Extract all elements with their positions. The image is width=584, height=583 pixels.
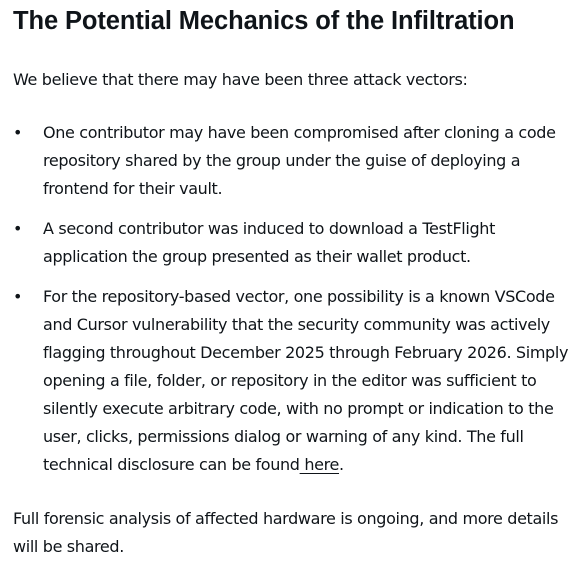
bullet-icon: •: [13, 123, 23, 142]
closing-paragraph: Full forensic analysis of affected hardware is ongoing, and more details will be shared.: [13, 509, 559, 556]
bullet-icon: •: [13, 287, 23, 306]
list-item-text: For the repository-based vector, one possibility is a known VSCode and Cursor vulnerability that the security community was actively flagging throughout December 2025 through February 2026. Simply opening a file, folder, or repository in the editor was sufficient to silently execute arbitrary code, with no prompt or indication to the user, clicks, permissions dialog or warning of any kind. The full technical disclosure can be found: [43, 287, 569, 474]
section-heading: The Potential Mechanics of the Infiltration: [13, 7, 515, 35]
list-item-trailing-text: .: [339, 455, 344, 474]
attack-vector-list: [13, 119, 574, 479]
list-item: [13, 283, 574, 479]
disclosure-link[interactable]: here: [299, 455, 340, 474]
list-item-text: A second contributor was induced to download a TestFlight application the group presented as their wallet product.: [43, 219, 496, 266]
list-item: [13, 119, 574, 203]
bullet-icon: •: [13, 219, 23, 238]
list-item-text: One contributor may have been compromised after cloning a code repository shared by the group under the guise of deploying a frontend for their vault.: [43, 123, 556, 198]
intro-paragraph: We believe that there may have been three attack vectors:: [13, 70, 468, 89]
list-item: [13, 215, 574, 271]
